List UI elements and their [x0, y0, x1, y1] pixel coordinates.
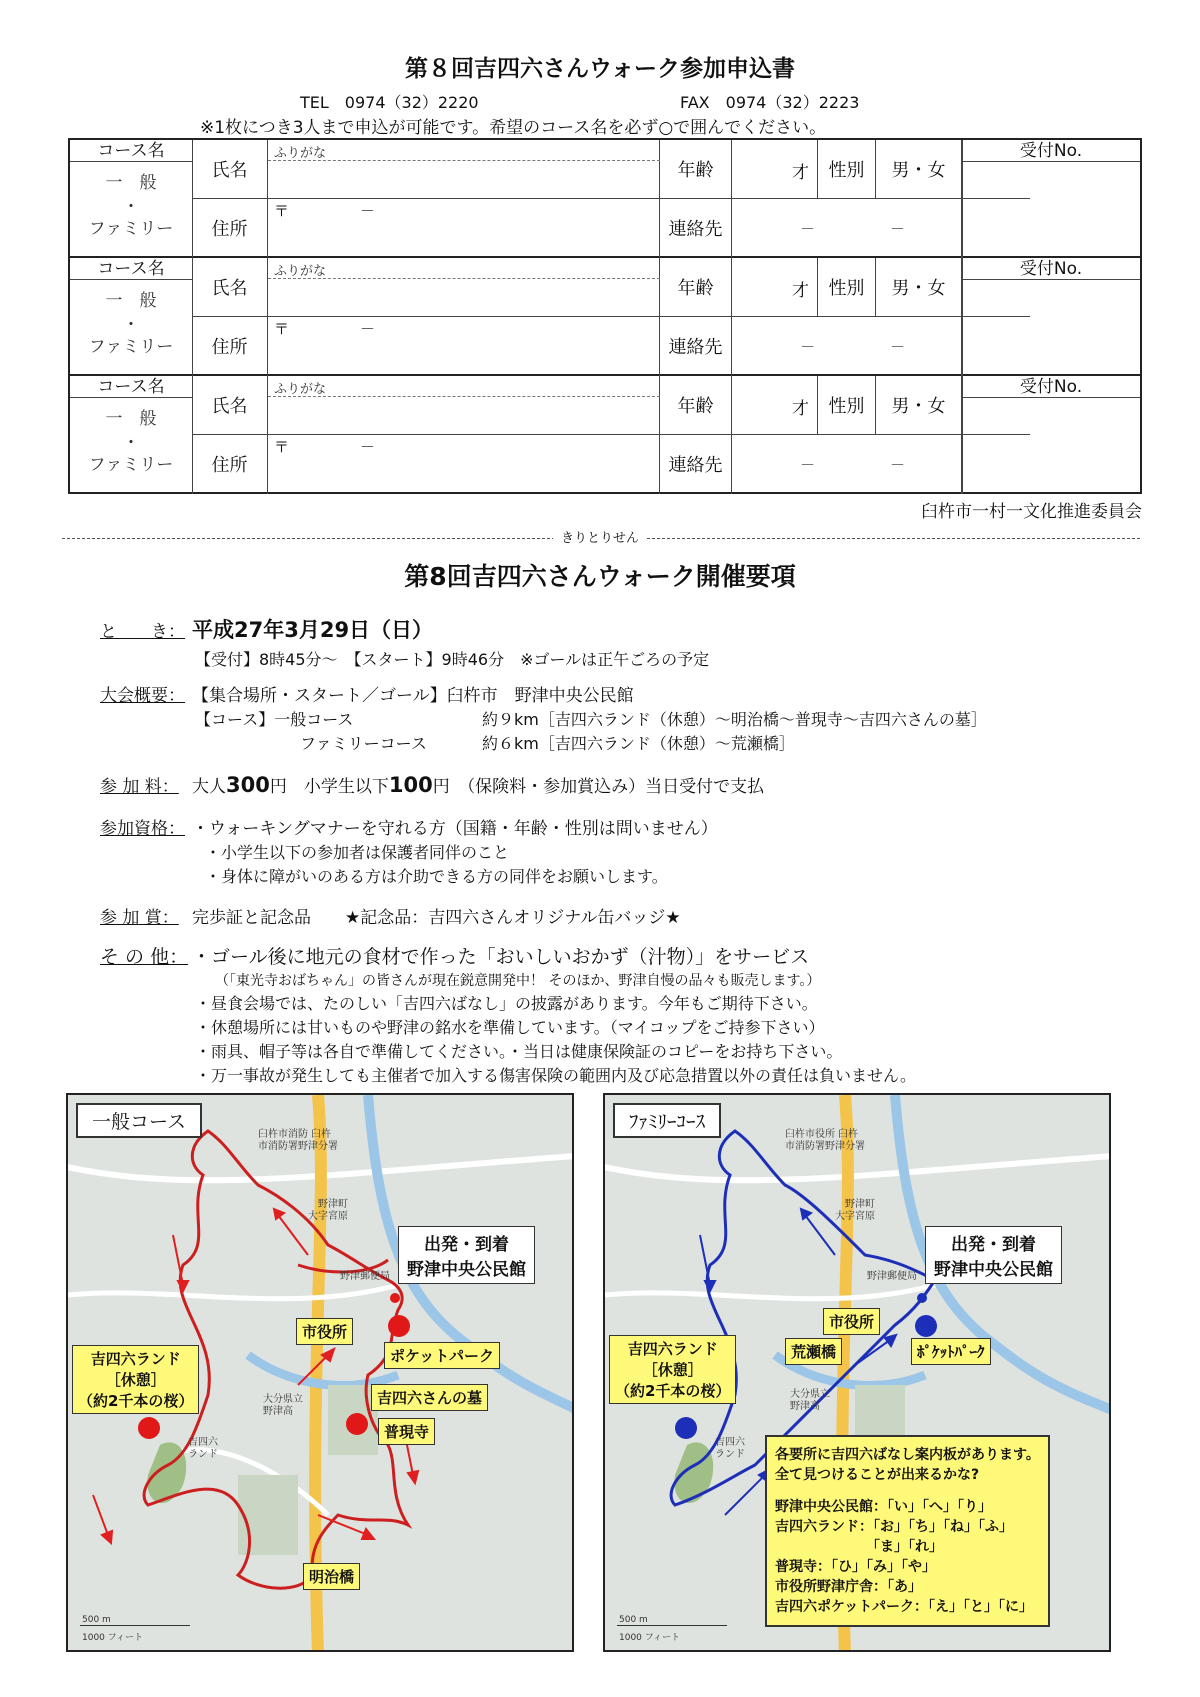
applicant-block-1 [70, 140, 1140, 258]
qualification-1: ・ウォーキングマナーを守れる方（国籍・年齢・性別は問いません） [192, 819, 718, 839]
contact-label: 連絡先 [660, 434, 732, 494]
name-field[interactable] [268, 376, 660, 434]
signboard-line-2 [775, 1485, 1040, 1497]
map-family-land-map: 吉四六 [715, 1437, 745, 1448]
signboard-line-6: 普現寺：「ひ」「み」「や」 [775, 1559, 936, 1575]
map-general-start-dot [390, 1293, 400, 1303]
name-field[interactable] [268, 140, 660, 198]
map-general-land-3: （約2千本の桜） [78, 1392, 194, 1410]
fax-number: FAX 0974（32）2223 [680, 93, 860, 112]
map-general-school: 大分県立 [263, 1394, 303, 1405]
prize-row [100, 903, 681, 928]
signboard-line-0: 各要所に吉四六ばなし案内板があります。 [775, 1447, 1040, 1463]
gender-options[interactable]: 男・女 [876, 376, 962, 434]
map-family-city-hall: 市役所 [823, 1308, 880, 1335]
map-general-land-map-2: ランド [188, 1449, 218, 1460]
map-general-land-map: 吉四六 [188, 1437, 218, 1448]
fee-note: （保険料・参加賞込み）当日受付で支払 [466, 777, 765, 797]
map-family-land-1: 吉四六ランド [627, 1340, 718, 1358]
map-family-scale-bar [617, 1625, 727, 1626]
gender-label: 性別 [818, 140, 876, 198]
map-general-scale-m: 500 m [82, 1615, 111, 1625]
course-option-general[interactable]: 一 般 [105, 173, 157, 193]
map-general-fire-station-2: 市消防署野津分署 [258, 1141, 338, 1152]
age-label: 年齢 [660, 376, 732, 434]
map-general-fire-station: 臼杵市消防 臼杵 [258, 1129, 332, 1140]
furigana-line [268, 278, 660, 279]
course-option-dot: ・ [122, 315, 140, 335]
applicant-block-2 [70, 258, 1140, 376]
overview-family-label: ファミリーコース [300, 734, 427, 753]
date-row [100, 614, 433, 644]
age-unit: 才 [792, 163, 809, 183]
age-unit: 才 [792, 281, 809, 301]
qualification-3: ・身体に障がいのある方は介助できる方の同伴をお願いします。 [205, 867, 668, 886]
signboard-line-1: 全て見つけることが出来るかな? [775, 1467, 980, 1483]
gender-label: 性別 [818, 258, 876, 316]
map-general-course [66, 1093, 574, 1652]
map-family-fire-station: 臼杵市役所 臼杵 [785, 1129, 859, 1140]
cut-line-label: きりとりせん [553, 531, 647, 546]
address-field[interactable] [268, 316, 660, 376]
map-family-kicchomu-land [609, 1335, 736, 1404]
map-general-meiji-bridge: 明治橋 [303, 1563, 360, 1590]
furigana-line [268, 396, 660, 397]
map-general-start-1: 出発・到着 [424, 1235, 509, 1255]
furigana-line [268, 160, 660, 161]
postal-mark: 〒 [274, 320, 290, 338]
course-option-family[interactable]: ファミリー [88, 219, 174, 239]
gender-options[interactable]: 男・女 [876, 258, 962, 316]
course-label: コース名 [70, 140, 192, 162]
signboard-line-4: 吉四六ランド：「お」「ち」「ね」「ふ」 [775, 1519, 1013, 1535]
course-label: コース名 [70, 376, 192, 398]
other-4: ・雨具、帽子等は各自で準備してください。・当日は健康保険証のコピーをお持ち下さい。 [195, 1042, 843, 1061]
prize-value: 完歩証と記念品 ★記念品：吉四六さんオリジナル缶バッジ★ [192, 908, 681, 928]
application-note: ※1枚につき3人まで申込が可能です。希望のコース名を必ず○で囲んでください。 [200, 118, 827, 138]
fee-adult-value: 300 [226, 773, 270, 797]
address-field[interactable] [268, 198, 660, 258]
overview-course-general: 約９km［吉四六ランド（休憩）～明治橋～普現寺～吉四六さんの墓］ [482, 710, 987, 729]
application-form-table [68, 138, 1142, 494]
gender-label: 性別 [818, 376, 876, 434]
map-family-pocket-dot [915, 1315, 937, 1337]
map-general-land-2: ［休憩］ [105, 1371, 166, 1389]
map-family-school-2: 野津高 [790, 1401, 820, 1412]
map-general-scale-bar [80, 1625, 190, 1626]
map-general-start [398, 1226, 535, 1284]
map-general-grave: 吉四六さんの墓 [371, 1384, 488, 1411]
fee-row [100, 772, 764, 797]
map-general-fugenji-dot [346, 1413, 368, 1435]
fee-yen-1: 円 [269, 777, 287, 797]
info-title: 第8回吉四六さんウォーク開催要項 [404, 562, 796, 591]
address-field[interactable] [268, 434, 660, 494]
qualification-label: 参加資格： [100, 819, 185, 839]
address-label: 住所 [192, 434, 268, 494]
course-option-family[interactable]: ファミリー [88, 455, 174, 475]
prize-label: 参 加 賞： [100, 908, 179, 928]
fee-adult: 大人 [192, 777, 226, 797]
map-general-land-dot [138, 1417, 160, 1439]
course-option-general[interactable]: 一 般 [105, 291, 157, 311]
name-label: 氏名 [192, 140, 268, 198]
other-1: ・ゴール後に地元の食材で作った「おいしいおかず（汁物）」をサービス [192, 946, 810, 968]
fee-child: 小学生以下 [303, 777, 389, 797]
map-general-kicchomu-land [72, 1345, 199, 1414]
map-general-fugenji: 普現寺 [378, 1418, 435, 1445]
map-general-town-2: 大字宮原 [308, 1211, 348, 1222]
age-label: 年齢 [660, 258, 732, 316]
map-general-town: 野津町 [318, 1199, 348, 1210]
course-option-family[interactable]: ファミリー [88, 337, 174, 357]
tel-number: TEL 0974（32）2220 [300, 93, 479, 112]
overview-line1: 【集合場所・スタート／ゴール】臼杵市 野津中央公民館 [192, 686, 634, 706]
map-family-land-2: ［休憩］ [642, 1361, 703, 1379]
map-family-town: 野津町 [845, 1199, 875, 1210]
course-option-dot: ・ [122, 197, 140, 217]
overview-course-family: 約６km［吉四六ランド（休憩）～荒瀬橋］ [482, 734, 795, 753]
map-family-land-dot [675, 1417, 697, 1439]
date-value: 平成27年3月29日（日） [192, 618, 434, 642]
map-family-scale-ft: 1000 フィート [619, 1633, 681, 1643]
contact-label: 連絡先 [660, 316, 732, 376]
signboard-line-5: 「ま」「れ」 [775, 1539, 943, 1555]
other-3: ・休憩場所には甘いものや野津の銘水を準備しています。（マイコップをご持参下さい） [195, 1018, 825, 1037]
map-family-land-3: （約2千本の桜） [615, 1382, 731, 1400]
map-family-signboards [765, 1435, 1050, 1627]
other-5: ・万一事故が発生しても主催者で加入する傷害保険の範囲内及び応急措置以外の責任は負いません。 [195, 1066, 916, 1085]
map-family-start-1: 出発・到着 [951, 1235, 1036, 1255]
date-sub: 【受付】8時45分～ 【スタート】9時46分 ※ゴールは正午ごろの予定 [195, 650, 710, 669]
qualification-2: ・小学生以下の参加者は保護者同伴のこと [205, 843, 510, 862]
address-label: 住所 [192, 198, 268, 258]
form-title: 第８回吉四六さんウォーク参加申込書 [404, 56, 796, 82]
furigana-label: ふりがな [274, 146, 327, 161]
age-unit: 才 [792, 399, 809, 419]
fee-yen-2: 円 [432, 777, 450, 797]
reception-number-label: 受付No. [962, 376, 1140, 398]
map-family-start [925, 1226, 1062, 1284]
postal-mark: 〒 [274, 438, 290, 456]
name-field[interactable] [268, 258, 660, 316]
overview-course-label: 【コース】一般コース [195, 710, 354, 729]
map-family-scale-m: 500 m [619, 1615, 648, 1625]
other-2: ・昼食会場では、たのしい「吉四六ばなし」の披露があります。今年もご期待下さい。 [195, 994, 818, 1013]
postal-dash: － [360, 320, 376, 338]
contact-label: 連絡先 [660, 198, 732, 258]
contact-dashes: － － [800, 338, 906, 356]
map-family-post-office: 野津郵便局 [867, 1271, 917, 1282]
map-family-land-map-2: ランド [715, 1449, 745, 1460]
other-label: そ の 他： [100, 946, 189, 968]
applicant-block-3 [70, 376, 1140, 494]
address-label: 住所 [192, 316, 268, 376]
map-family-arase-bridge: 荒瀬橋 [785, 1338, 842, 1365]
reception-number-label: 受付No. [962, 140, 1140, 162]
map-family-start-2: 野津中央公民館 [934, 1260, 1053, 1280]
date-label: と き： [100, 622, 185, 642]
map-general-pocket-park: ポケットパーク [384, 1342, 500, 1369]
map-general-land-1: 吉四六ランド [90, 1350, 181, 1368]
furigana-label: ふりがな [274, 264, 327, 279]
map-family-town-2: 大字宮原 [835, 1211, 875, 1222]
map-family-pocket-park: ﾎﾟｹｯﾄﾊﾟｰｸ [911, 1338, 991, 1365]
qualification-row [100, 814, 718, 839]
furigana-label: ふりがな [274, 382, 327, 397]
fee-child-value: 100 [388, 773, 433, 797]
map-general-tag: 一般コース [76, 1103, 202, 1138]
map-general-scale-ft: 1000 フィート [82, 1633, 144, 1643]
signboard-line-8: 吉四六ポケットパーク：「え」「と」「に」 [775, 1599, 1034, 1615]
contact-dashes: － － [800, 220, 906, 238]
overview-label: 大会概要： [100, 686, 185, 706]
signboard-line-3: 野津中央公民館：「い」「へ」「り」 [775, 1499, 992, 1515]
other-1-sub: （「東光寺おばちゃん」の皆さんが現在鋭意開発中！ そのほか、野津自慢の品々も販売します。） [215, 973, 821, 989]
map-general-school-2: 野津高 [263, 1406, 293, 1417]
map-general-pocket-dot [388, 1315, 410, 1337]
name-label: 氏名 [192, 376, 268, 434]
map-general-city-hall: 市役所 [296, 1318, 353, 1345]
map-family-course [603, 1093, 1111, 1652]
postal-dash: － [360, 202, 376, 220]
age-label: 年齢 [660, 140, 732, 198]
fee-label: 参 加 料： [100, 777, 179, 797]
course-option-general[interactable]: 一 般 [105, 409, 157, 429]
map-family-tag: ﾌｧﾐﾘｰｺｰｽ [613, 1103, 721, 1138]
contact-dashes: － － [800, 456, 906, 474]
map-family-start-dot [917, 1293, 927, 1303]
signboard-line-7: 市役所野津庁舎：「あ」 [775, 1579, 922, 1595]
organizer: 臼杵市一村一文化推進委員会 [921, 502, 1142, 522]
map-family-school: 大分県立 [790, 1389, 830, 1400]
map-general-start-2: 野津中央公民館 [407, 1260, 526, 1280]
overview-row [100, 681, 634, 706]
reception-number-label: 受付No. [962, 258, 1140, 280]
map-general-post-office: 野津郵便局 [340, 1271, 390, 1282]
gender-options[interactable]: 男・女 [876, 140, 962, 198]
name-label: 氏名 [192, 258, 268, 316]
course-label: コース名 [70, 258, 192, 280]
postal-mark: 〒 [274, 202, 290, 220]
course-option-dot: ・ [122, 433, 140, 453]
map-family-fire-station-2: 市消防署野津分署 [785, 1141, 865, 1152]
other-row [100, 942, 809, 969]
postal-dash: － [360, 438, 376, 456]
